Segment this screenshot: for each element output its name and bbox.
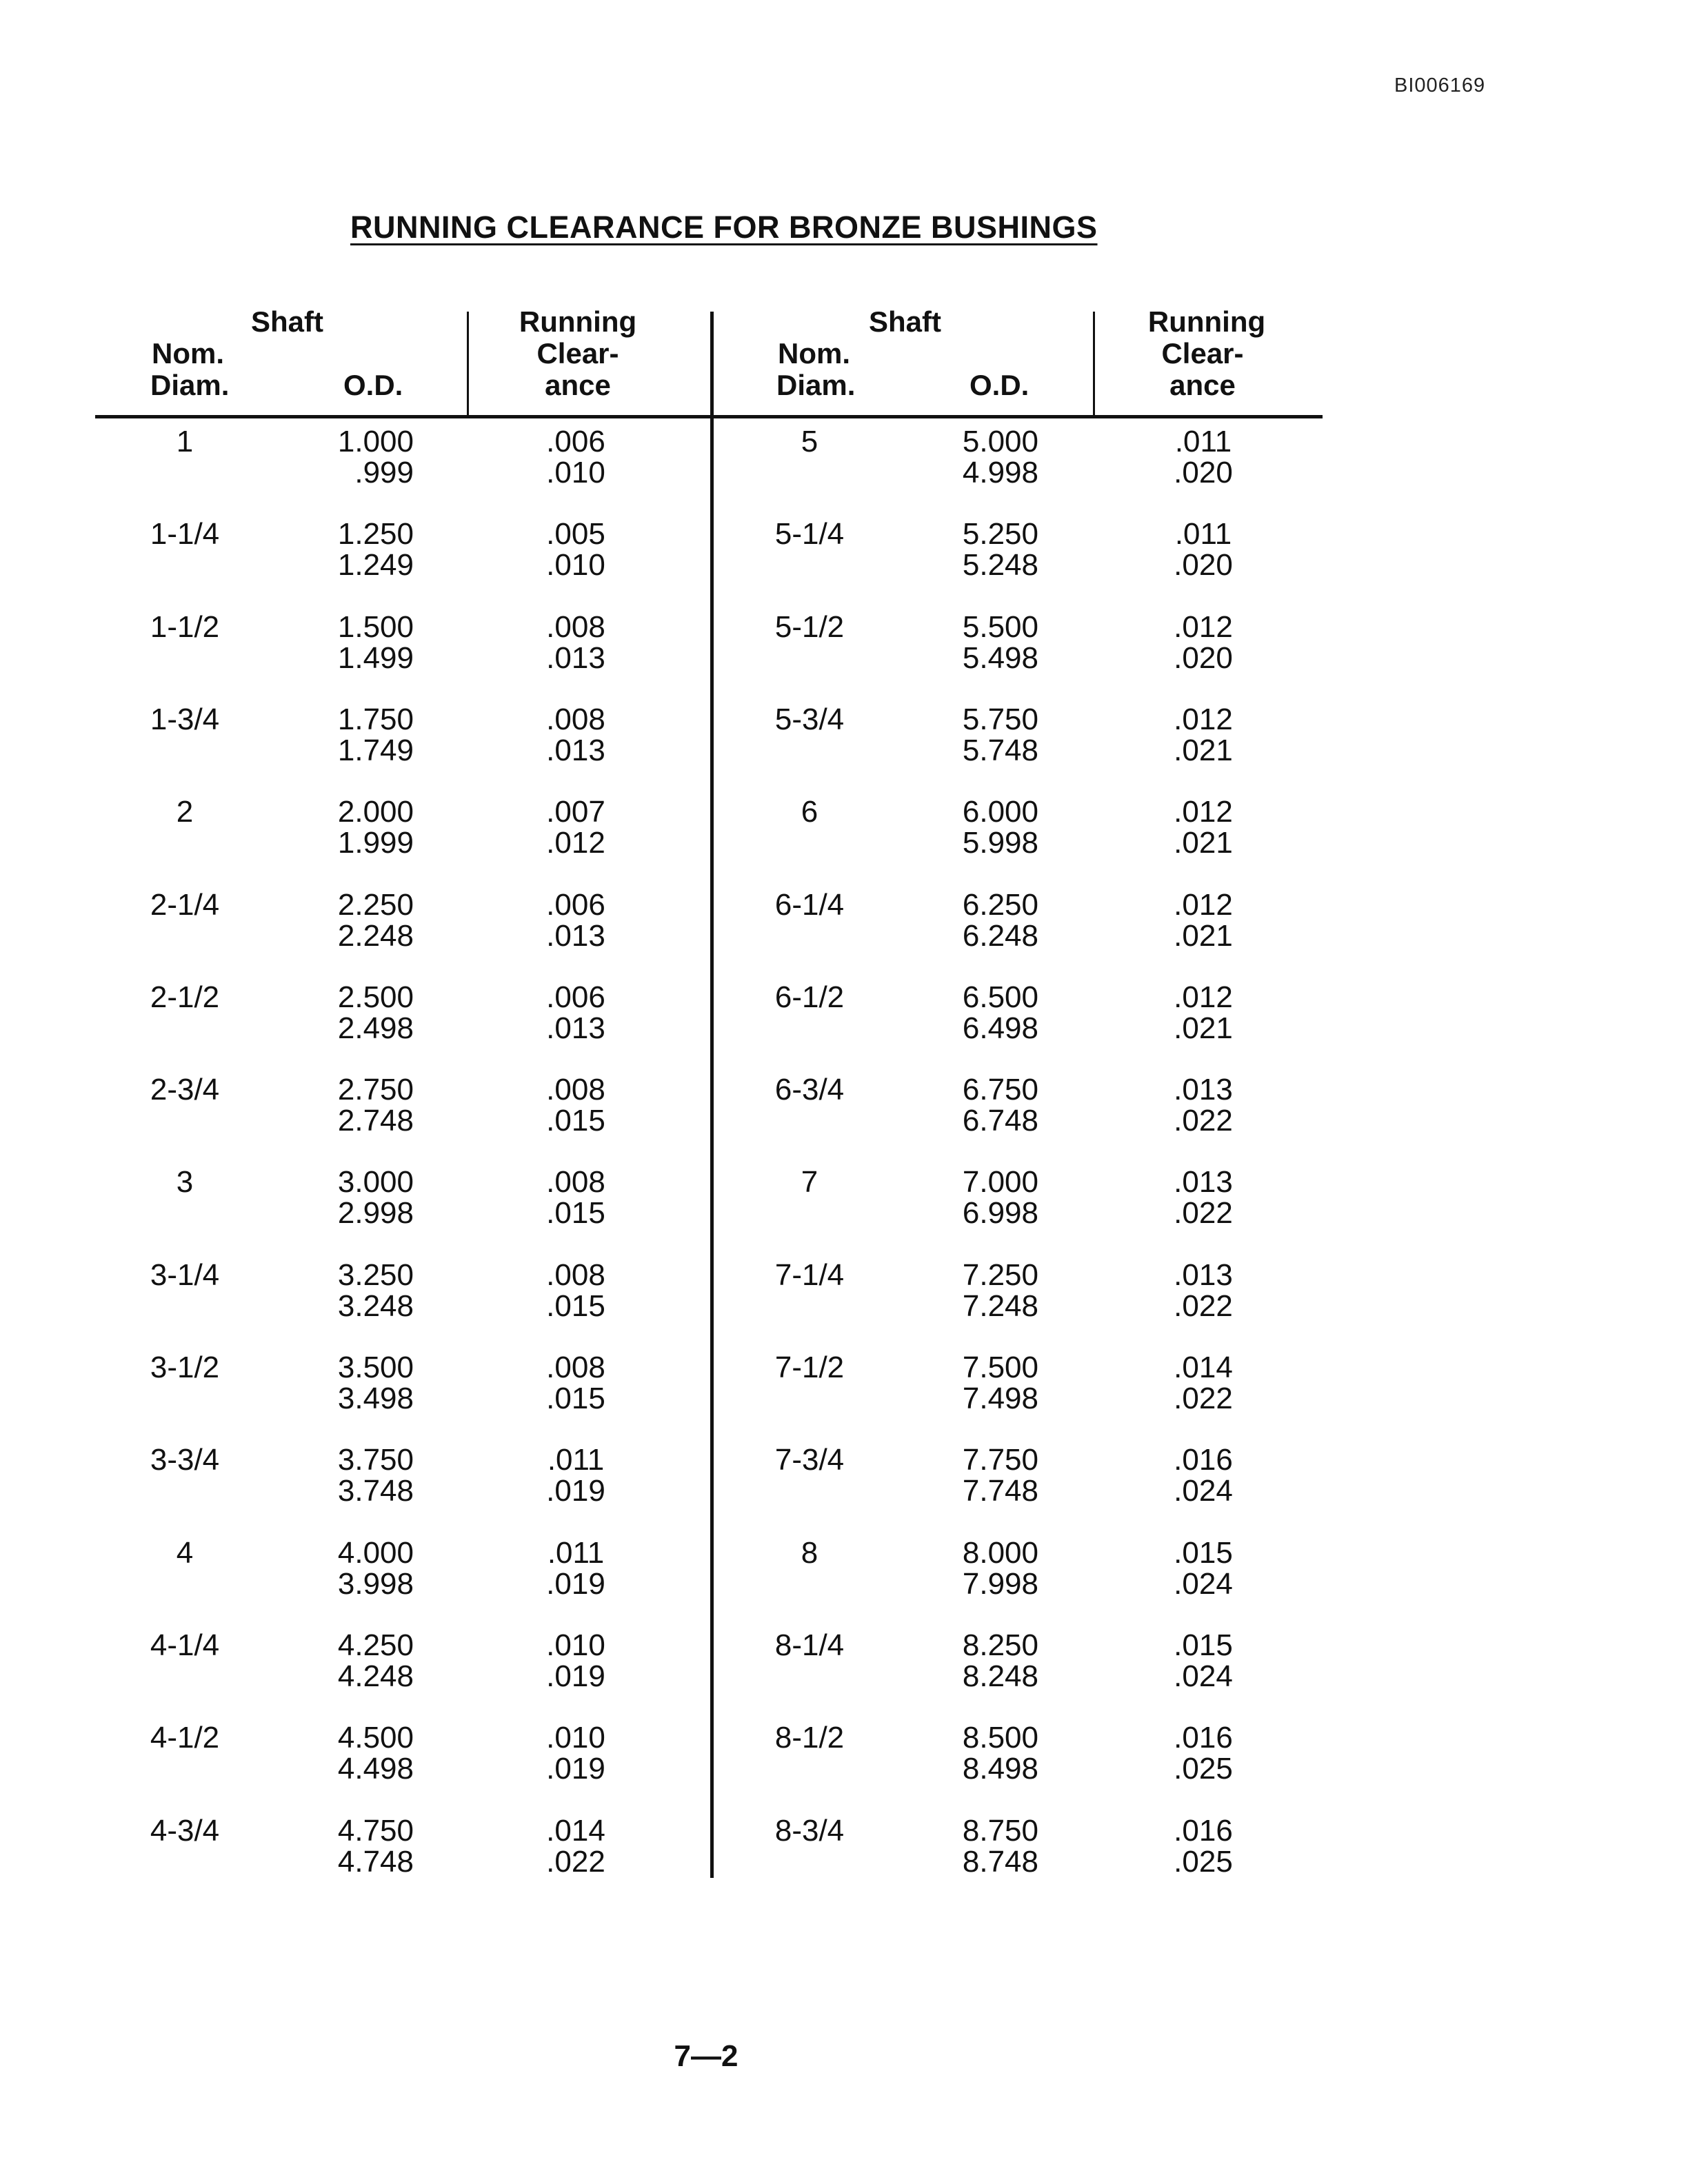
nominal-diameter: 2-1/4 [150,888,220,922]
header-divider-right [1093,312,1095,416]
od-min: 1.999 [337,826,414,860]
clearance-max: .024 [1174,1567,1233,1601]
od-max: 6.500 [962,980,1038,1014]
clearance-max: .025 [1174,1845,1233,1879]
clearance-min: .015 [1174,1536,1233,1570]
clearance-min: .006 [546,980,605,1014]
od-min: 3.248 [337,1289,414,1323]
table-row [0,1352,1688,1421]
clearance-max: .013 [546,1011,605,1045]
clearance-min: .012 [1174,795,1233,829]
table-row [0,796,1688,865]
od-min: 4.748 [337,1845,414,1879]
clearance-max: .021 [1174,1011,1233,1045]
table-row [0,704,1688,773]
page-number: 7—2 [674,2039,738,2073]
nominal-diameter: 4-3/4 [150,1814,220,1848]
header-clear: Clear- [536,337,619,370]
nominal-diameter: 8 [801,1536,818,1570]
clearance-max: .020 [1174,456,1233,489]
table-row [0,611,1688,680]
table-row [0,1722,1688,1791]
nominal-diameter: 3-1/4 [150,1258,220,1292]
clearance-max: .013 [546,734,605,767]
od-max: 3.250 [337,1258,414,1292]
od-min: 7.248 [962,1289,1038,1323]
od-min: 8.748 [962,1845,1038,1879]
nominal-diameter: 6-1/2 [774,980,845,1014]
table-row [0,1260,1688,1328]
nominal-diameter: 6-1/4 [774,888,845,922]
nominal-diameter: 1-3/4 [150,702,220,736]
od-max: 2.500 [337,980,414,1014]
nominal-diameter: 7-3/4 [774,1443,845,1477]
od-max: 2.250 [337,888,414,922]
clearance-min: .012 [1174,610,1233,644]
clearance-max: .024 [1174,1659,1233,1693]
clearance-max: .015 [546,1104,605,1138]
header-running: Running [1147,305,1266,338]
od-max: 5.000 [962,425,1038,458]
od-max: 6.750 [962,1073,1038,1106]
table-row [0,1630,1688,1699]
clearance-max: .013 [546,641,605,675]
header-shaft: Shaft [869,305,941,338]
od-max: 8.250 [962,1628,1038,1662]
document-id: BI006169 [1394,74,1486,97]
od-min: 4.498 [337,1752,414,1786]
od-min: 7.498 [962,1382,1038,1415]
clearance-min: .012 [1174,980,1233,1014]
od-max: 1.250 [337,517,414,551]
header-od: O.D. [969,369,1029,401]
clearance-max: .010 [546,456,605,489]
table-row [0,1815,1688,1884]
od-min: 6.748 [962,1104,1038,1138]
clearance-min: .006 [546,425,605,458]
clearance-min: .007 [546,795,605,829]
od-min: 1.499 [337,641,414,675]
clearance-min: .008 [546,1165,605,1199]
clearance-max: .025 [1174,1752,1233,1786]
header-diam: Diam. [776,369,856,401]
nominal-diameter: 3 [176,1165,194,1199]
od-min: 6.998 [962,1196,1038,1230]
table-row [0,982,1688,1051]
clearance-max: .012 [546,826,605,860]
header-running: Running [519,305,637,338]
od-min: 2.998 [337,1196,414,1230]
od-min: .999 [354,456,414,489]
clearance-min: .013 [1174,1073,1233,1106]
clearance-min: .008 [546,1351,605,1384]
nominal-diameter: 6 [801,795,818,829]
clearance-max: .021 [1174,919,1233,953]
clearance-min: .011 [547,1443,605,1477]
od-max: 2.000 [337,795,414,829]
table-row [0,426,1688,495]
header-shaft: Shaft [251,305,323,338]
od-max: 4.250 [337,1628,414,1662]
od-max: 1.750 [337,702,414,736]
od-min: 3.998 [337,1567,414,1601]
od-min: 1.249 [337,548,414,582]
nominal-diameter: 8-1/2 [774,1721,845,1755]
od-max: 4.750 [337,1814,414,1848]
nominal-diameter: 1-1/4 [150,517,220,551]
nominal-diameter: 1-1/2 [150,610,220,644]
page-title: RUNNING CLEARANCE FOR BRONZE BUSHINGS [350,210,1098,245]
header-ance: ance [545,369,611,401]
od-max: 5.500 [962,610,1038,644]
od-min: 7.748 [962,1474,1038,1508]
od-min: 8.248 [962,1659,1038,1693]
od-max: 7.750 [962,1443,1038,1477]
od-max: 3.500 [337,1351,414,1384]
nominal-diameter: 4-1/2 [150,1721,220,1755]
table-row [0,1444,1688,1513]
clearance-min: .008 [546,1258,605,1292]
nominal-diameter: 3-3/4 [150,1443,220,1477]
header-diam: Diam. [150,369,230,401]
clearance-min: .012 [1174,888,1233,922]
clearance-min: .014 [546,1814,605,1848]
clearance-max: .019 [546,1474,605,1508]
clearance-min: .008 [546,1073,605,1106]
nominal-diameter: 1 [176,425,194,458]
od-max: 7.250 [962,1258,1038,1292]
clearance-max: .019 [546,1567,605,1601]
nominal-diameter: 7 [801,1165,818,1199]
clearance-min: .005 [546,517,605,551]
clearance-max: .010 [546,548,605,582]
clearance-min: .011 [1174,517,1232,551]
table-row [0,518,1688,587]
clearance-max: .015 [546,1196,605,1230]
clearance-min: .010 [546,1628,605,1662]
nominal-diameter: 5-1/2 [774,610,845,644]
od-min: 3.748 [337,1474,414,1508]
clearance-max: .015 [546,1382,605,1415]
clearance-max: .024 [1174,1474,1233,1508]
nominal-diameter: 3-1/2 [150,1351,220,1384]
od-min: 8.498 [962,1752,1038,1786]
clearance-min: .016 [1174,1721,1233,1755]
clearance-min: .014 [1174,1351,1233,1384]
od-max: 4.500 [337,1721,414,1755]
od-max: 7.500 [962,1351,1038,1384]
od-max: 3.000 [337,1165,414,1199]
od-min: 1.749 [337,734,414,767]
od-max: 1.500 [337,610,414,644]
nominal-diameter: 2 [176,795,194,829]
header-od: O.D. [343,369,403,401]
clearance-min: .013 [1174,1258,1233,1292]
nominal-diameter: 4 [176,1536,194,1570]
clearance-max: .020 [1174,548,1233,582]
od-max: 3.750 [337,1443,414,1477]
od-max: 7.000 [962,1165,1038,1199]
clearance-min: .015 [1174,1628,1233,1662]
od-min: 5.498 [962,641,1038,675]
header-rule [95,415,1323,418]
od-min: 2.248 [337,919,414,953]
nominal-diameter: 4-1/4 [150,1628,220,1662]
od-max: 5.750 [962,702,1038,736]
table-row [0,1537,1688,1606]
table-row [0,889,1688,958]
clearance-min: .011 [547,1536,605,1570]
od-max: 4.000 [337,1536,414,1570]
clearance-min: .008 [546,610,605,644]
clearance-max: .013 [546,919,605,953]
header-divider-left [467,312,469,416]
od-max: 5.250 [962,517,1038,551]
clearance-min: .006 [546,888,605,922]
od-min: 5.748 [962,734,1038,767]
header-ance: ance [1169,369,1236,401]
clearance-min: .013 [1174,1165,1233,1199]
nominal-diameter: 7-1/2 [774,1351,845,1384]
clearance-max: .022 [1174,1382,1233,1415]
clearance-max: .019 [546,1659,605,1693]
nominal-diameter: 8-1/4 [774,1628,845,1662]
clearance-max: .022 [1174,1104,1233,1138]
nominal-diameter: 5 [801,425,818,458]
clearance-max: .015 [546,1289,605,1323]
nominal-diameter: 5-3/4 [774,702,845,736]
clearance-min: .008 [546,702,605,736]
clearance-max: .021 [1174,826,1233,860]
clearance-min: .016 [1174,1443,1233,1477]
header-clear: Clear- [1161,337,1244,370]
header-nom: Nom. [152,337,224,370]
od-min: 2.498 [337,1011,414,1045]
od-min: 6.248 [962,919,1038,953]
nominal-diameter: 7-1/4 [774,1258,845,1292]
clearance-max: .019 [546,1752,605,1786]
clearance-max: .020 [1174,641,1233,675]
od-max: 1.000 [337,425,414,458]
od-max: 6.250 [962,888,1038,922]
clearance-max: .022 [1174,1289,1233,1323]
clearance-min: .016 [1174,1814,1233,1848]
od-min: 5.998 [962,826,1038,860]
od-max: 8.750 [962,1814,1038,1848]
od-min: 4.998 [962,456,1038,489]
nominal-diameter: 6-3/4 [774,1073,845,1106]
clearance-min: .010 [546,1721,605,1755]
od-min: 4.248 [337,1659,414,1693]
od-min: 7.998 [962,1567,1038,1601]
clearance-max: .021 [1174,734,1233,767]
table-row [0,1166,1688,1235]
nominal-diameter: 8-3/4 [774,1814,845,1848]
nominal-diameter: 5-1/4 [774,517,845,551]
clearance-min: .011 [1174,425,1232,458]
od-min: 5.248 [962,548,1038,582]
od-max: 2.750 [337,1073,414,1106]
header-nom: Nom. [778,337,850,370]
nominal-diameter: 2-1/2 [150,980,220,1014]
od-max: 6.000 [962,795,1038,829]
od-min: 2.748 [337,1104,414,1138]
od-max: 8.000 [962,1536,1038,1570]
od-min: 6.498 [962,1011,1038,1045]
od-min: 3.498 [337,1382,414,1415]
clearance-min: .012 [1174,702,1233,736]
nominal-diameter: 2-3/4 [150,1073,220,1106]
clearance-max: .022 [1174,1196,1233,1230]
clearance-max: .022 [546,1845,605,1879]
table-row [0,1074,1688,1143]
od-max: 8.500 [962,1721,1038,1755]
